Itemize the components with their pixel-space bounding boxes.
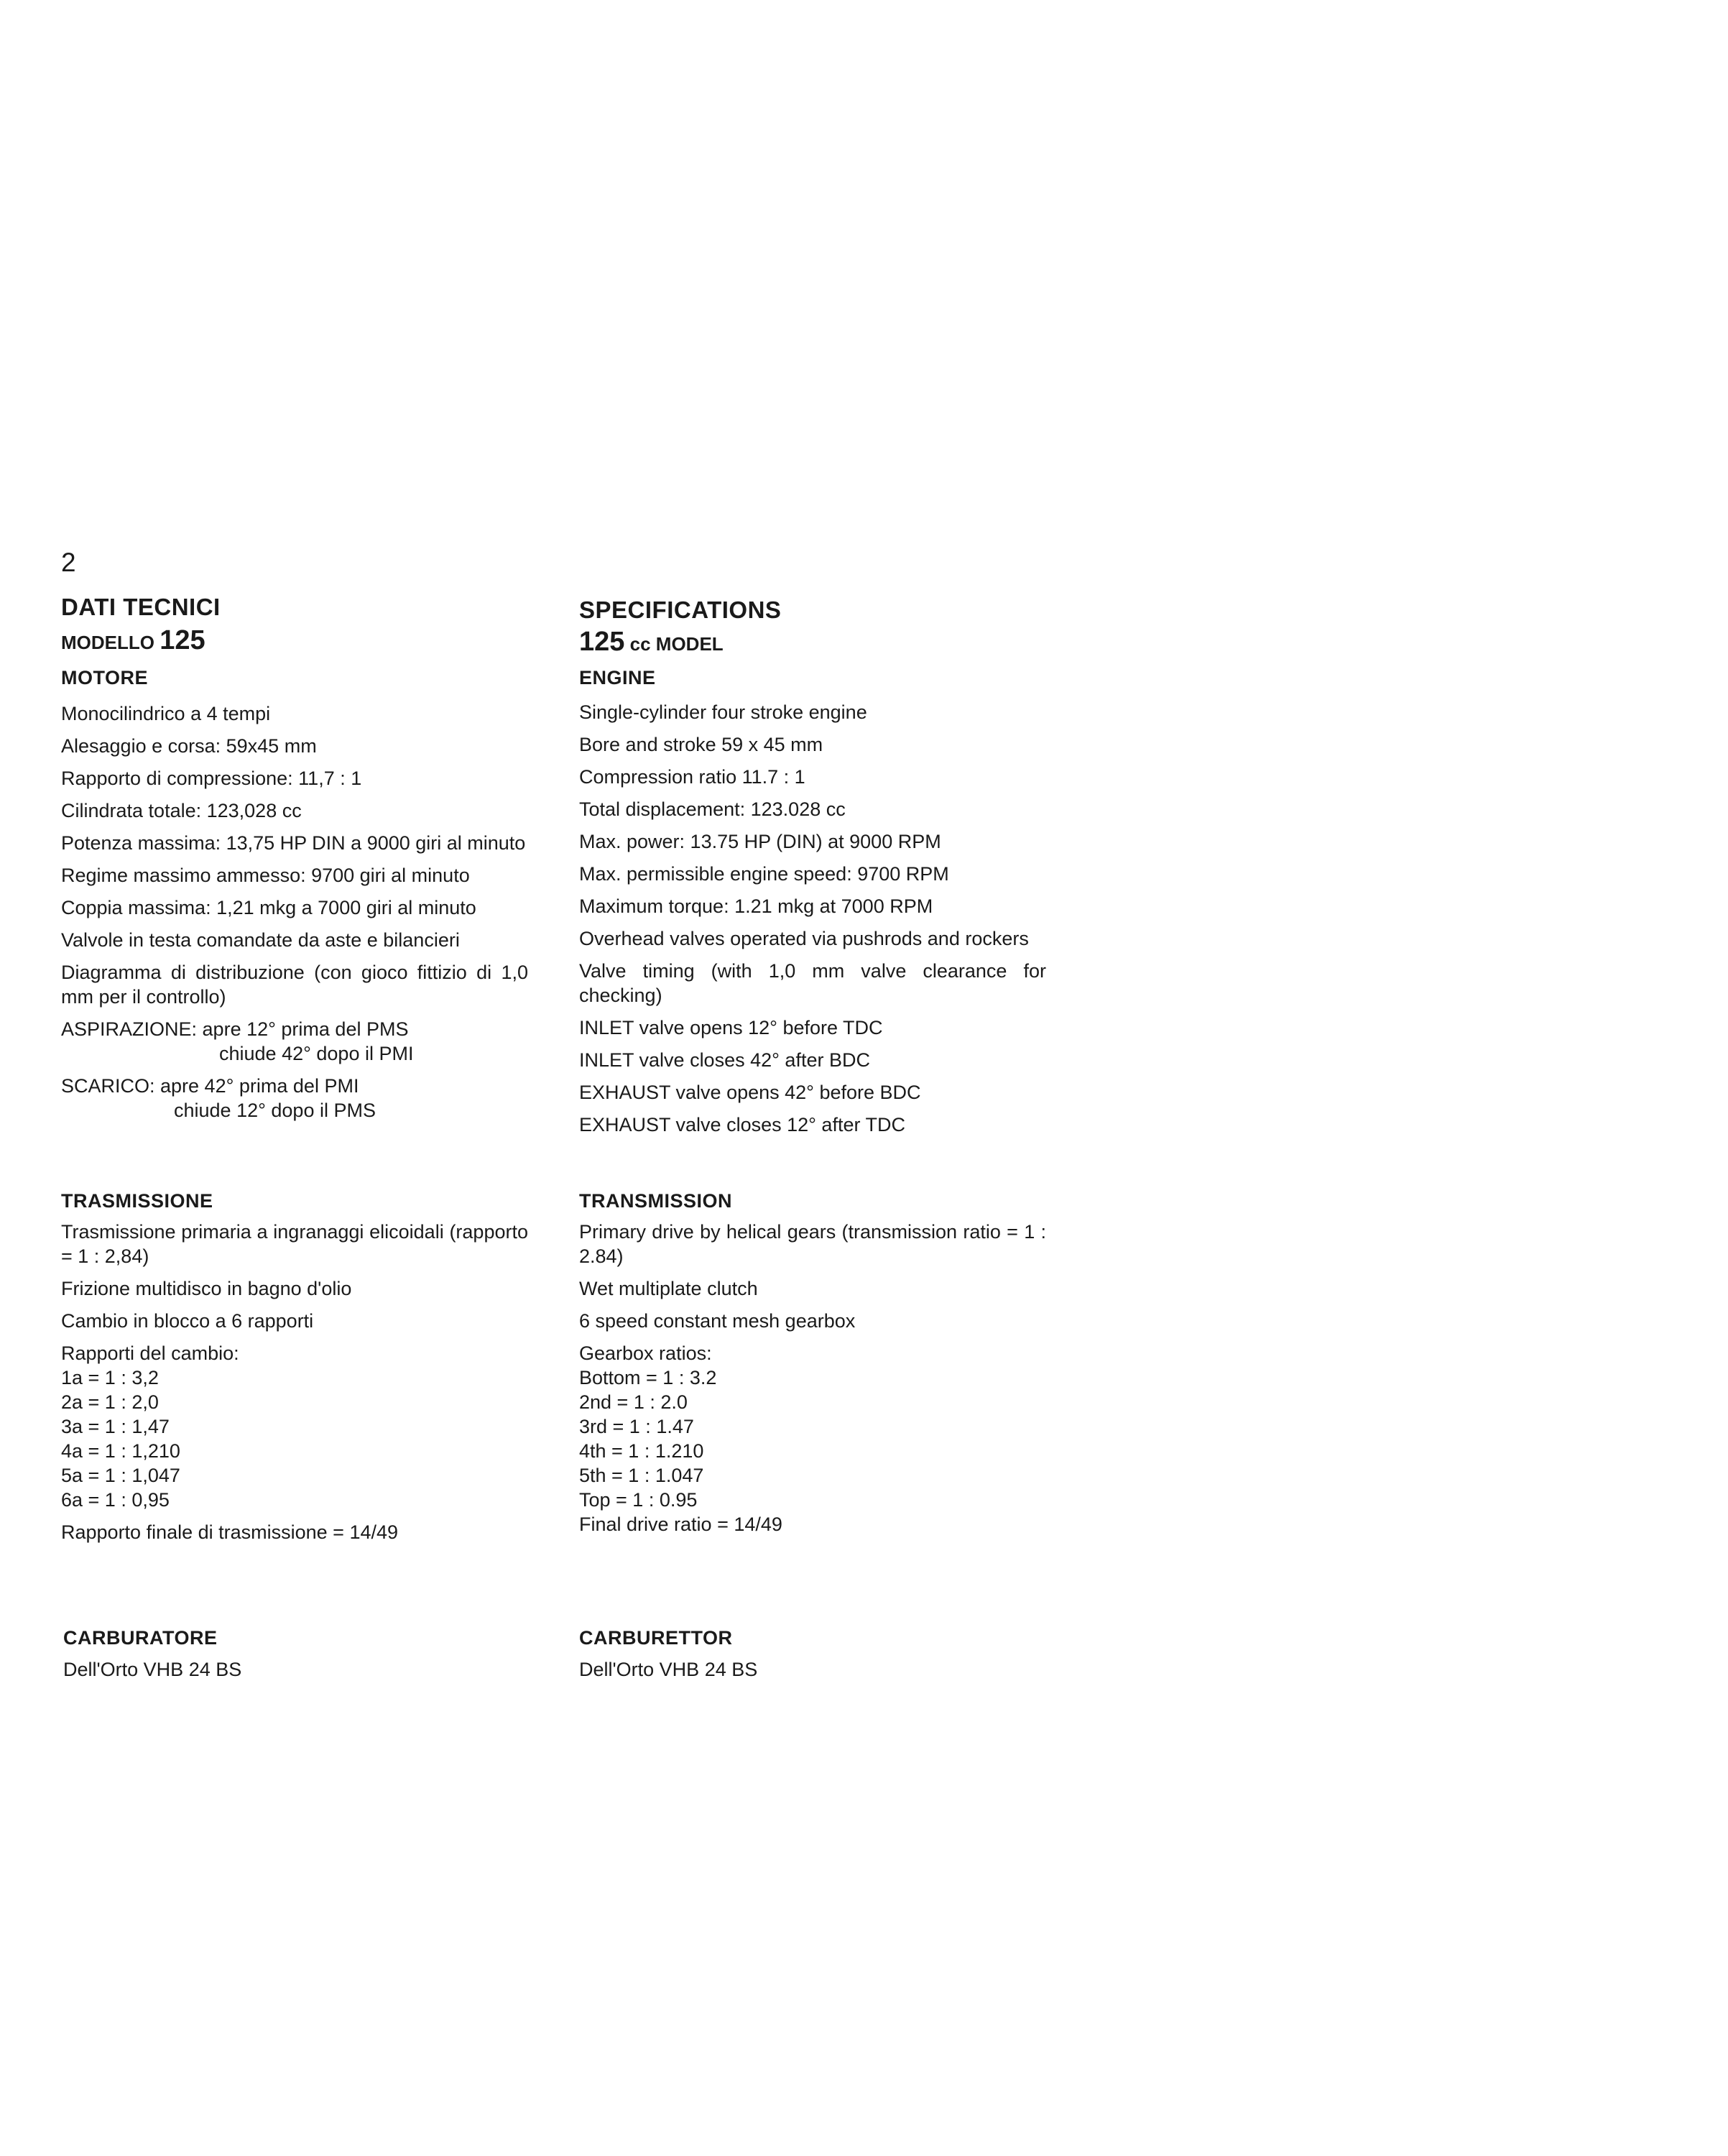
english-ratios-label: Gearbox ratios:	[579, 1342, 712, 1364]
english-engine-item: Overhead valves operated via pushrods and rockers	[579, 928, 1029, 949]
english-model-unit: cc	[629, 633, 651, 655]
english-engine-item: Bore and stroke 59 x 45 mm	[579, 734, 823, 755]
english-engine-item: Total displacement: 123.028 cc	[579, 798, 846, 820]
english-carb-model: Dell'Orto VHB 24 BS	[579, 1659, 758, 1680]
english-transmission-list	[579, 1220, 1046, 1544]
english-ratio: 3rd = 1 : 1.47	[579, 1416, 694, 1437]
italian-ratio: 1a = 1 : 3,2	[61, 1367, 159, 1388]
english-transmission-heading: TRANSMISSION	[579, 1190, 733, 1212]
english-transmission-item: Wet multiplate clutch	[579, 1278, 758, 1299]
italian-transmission-item: Trasmissione primaria a ingranaggi elicoidali (rapporto = 1 : 2,84)	[61, 1221, 528, 1267]
english-engine-item: Compression ratio 11.7 : 1	[579, 766, 805, 788]
english-engine-item: Valve timing (with 1,0 mm valve clearance for checking)	[579, 960, 1046, 1006]
italian-final-ratio: Rapporto finale di trasmissione = 14/49	[61, 1521, 399, 1543]
italian-engine-list	[61, 701, 528, 1130]
italian-engine-item: Coppia massima: 1,21 mkg a 7000 giri al minuto	[61, 897, 476, 918]
english-engine-list	[579, 700, 1046, 1145]
italian-title: DATI TECNICI	[61, 594, 221, 620]
english-transmission-item: Primary drive by helical gears (transmission ratio = 1 : 2.84)	[579, 1221, 1046, 1267]
italian-ratio: 4a = 1 : 1,210	[61, 1440, 180, 1462]
english-engine-item: INLET valve closes 42° after BDC	[579, 1049, 870, 1071]
italian-engine-item: Cilindrata totale: 123,028 cc	[61, 800, 302, 821]
english-engine-item: EXHAUST valve opens 42° before BDC	[579, 1082, 921, 1103]
italian-model-number: 125	[160, 625, 205, 655]
english-carb-value	[579, 1657, 1046, 1690]
italian-ratio: 2a = 1 : 2,0	[61, 1391, 159, 1413]
italian-engine-item: Monocilindrico a 4 tempi	[61, 703, 271, 724]
english-engine-heading: ENGINE	[579, 667, 656, 688]
english-ratio: 4th = 1 : 1.210	[579, 1440, 704, 1462]
italian-engine-item: Potenza massima: 13,75 HP DIN a 9000 giri al minuto	[61, 832, 526, 854]
italian-scarico-line: SCARICO: apre 42° prima del PMI	[61, 1075, 359, 1097]
english-engine-item: EXHAUST valve closes 12° after TDC	[579, 1114, 905, 1135]
italian-ratios-label: Rapporti del cambio:	[61, 1342, 239, 1364]
italian-engine-heading: MOTORE	[61, 667, 149, 688]
english-model-suffix: MODEL	[655, 633, 724, 655]
italian-carb-heading: CARBURATORE	[63, 1627, 218, 1649]
english-carb-heading: CARBURETTOR	[579, 1627, 733, 1649]
italian-scarico-line: chiude 12° dopo il PMS	[174, 1100, 376, 1121]
italian-transmission-list	[61, 1220, 528, 1552]
italian-aspirazione-line: ASPIRAZIONE: apre 12° prima del PMS	[61, 1018, 409, 1040]
italian-ratio: 3a = 1 : 1,47	[61, 1416, 170, 1437]
english-ratio: 2nd = 1 : 2.0	[579, 1391, 688, 1413]
italian-transmission-heading: TRASMISSIONE	[61, 1190, 213, 1212]
page-number: 2	[61, 548, 76, 577]
italian-transmission-item: Frizione multidisco in bagno d'olio	[61, 1278, 352, 1299]
italian-engine-item: Regime massimo ammesso: 9700 giri al minuto	[61, 865, 470, 886]
italian-engine-item: Valvole in testa comandate da aste e bilancieri	[61, 929, 460, 951]
english-engine-item: INLET valve opens 12° before TDC	[579, 1017, 883, 1038]
english-ratio: Top = 1 : 0.95	[579, 1489, 698, 1511]
italian-aspirazione-line: chiude 42° dopo il PMI	[219, 1043, 414, 1064]
english-model-heading	[579, 627, 724, 658]
italian-engine-item: Alesaggio e corsa: 59x45 mm	[61, 735, 317, 757]
english-final-ratio: Final drive ratio = 14/49	[579, 1514, 782, 1535]
english-model-number: 125	[579, 627, 625, 657]
english-ratio: Bottom = 1 : 3.2	[579, 1367, 717, 1388]
english-title: SPECIFICATIONS	[579, 596, 782, 623]
italian-carb-model: Dell'Orto VHB 24 BS	[63, 1659, 242, 1680]
english-transmission-item: 6 speed constant mesh gearbox	[579, 1310, 856, 1332]
italian-transmission-item: Cambio in blocco a 6 rapporti	[61, 1310, 314, 1332]
english-engine-item: Single-cylinder four stroke engine	[579, 701, 867, 723]
english-engine-item: Max. power: 13.75 HP (DIN) at 9000 RPM	[579, 831, 941, 852]
italian-model-heading	[61, 625, 205, 656]
italian-engine-item: Diagramma di distribuzione (con gioco fittizio di 1,0 mm per il controllo)	[61, 962, 528, 1008]
italian-carb-value	[63, 1657, 530, 1690]
italian-model-prefix: MODELLO	[61, 632, 154, 653]
italian-ratio: 6a = 1 : 0,95	[61, 1489, 170, 1511]
english-engine-item: Maximum torque: 1.21 mkg at 7000 RPM	[579, 895, 933, 917]
english-ratio: 5th = 1 : 1.047	[579, 1465, 704, 1486]
italian-ratio: 5a = 1 : 1,047	[61, 1465, 180, 1486]
english-engine-item: Max. permissible engine speed: 9700 RPM	[579, 863, 949, 885]
italian-engine-item: Rapporto di compressione: 11,7 : 1	[61, 768, 362, 789]
